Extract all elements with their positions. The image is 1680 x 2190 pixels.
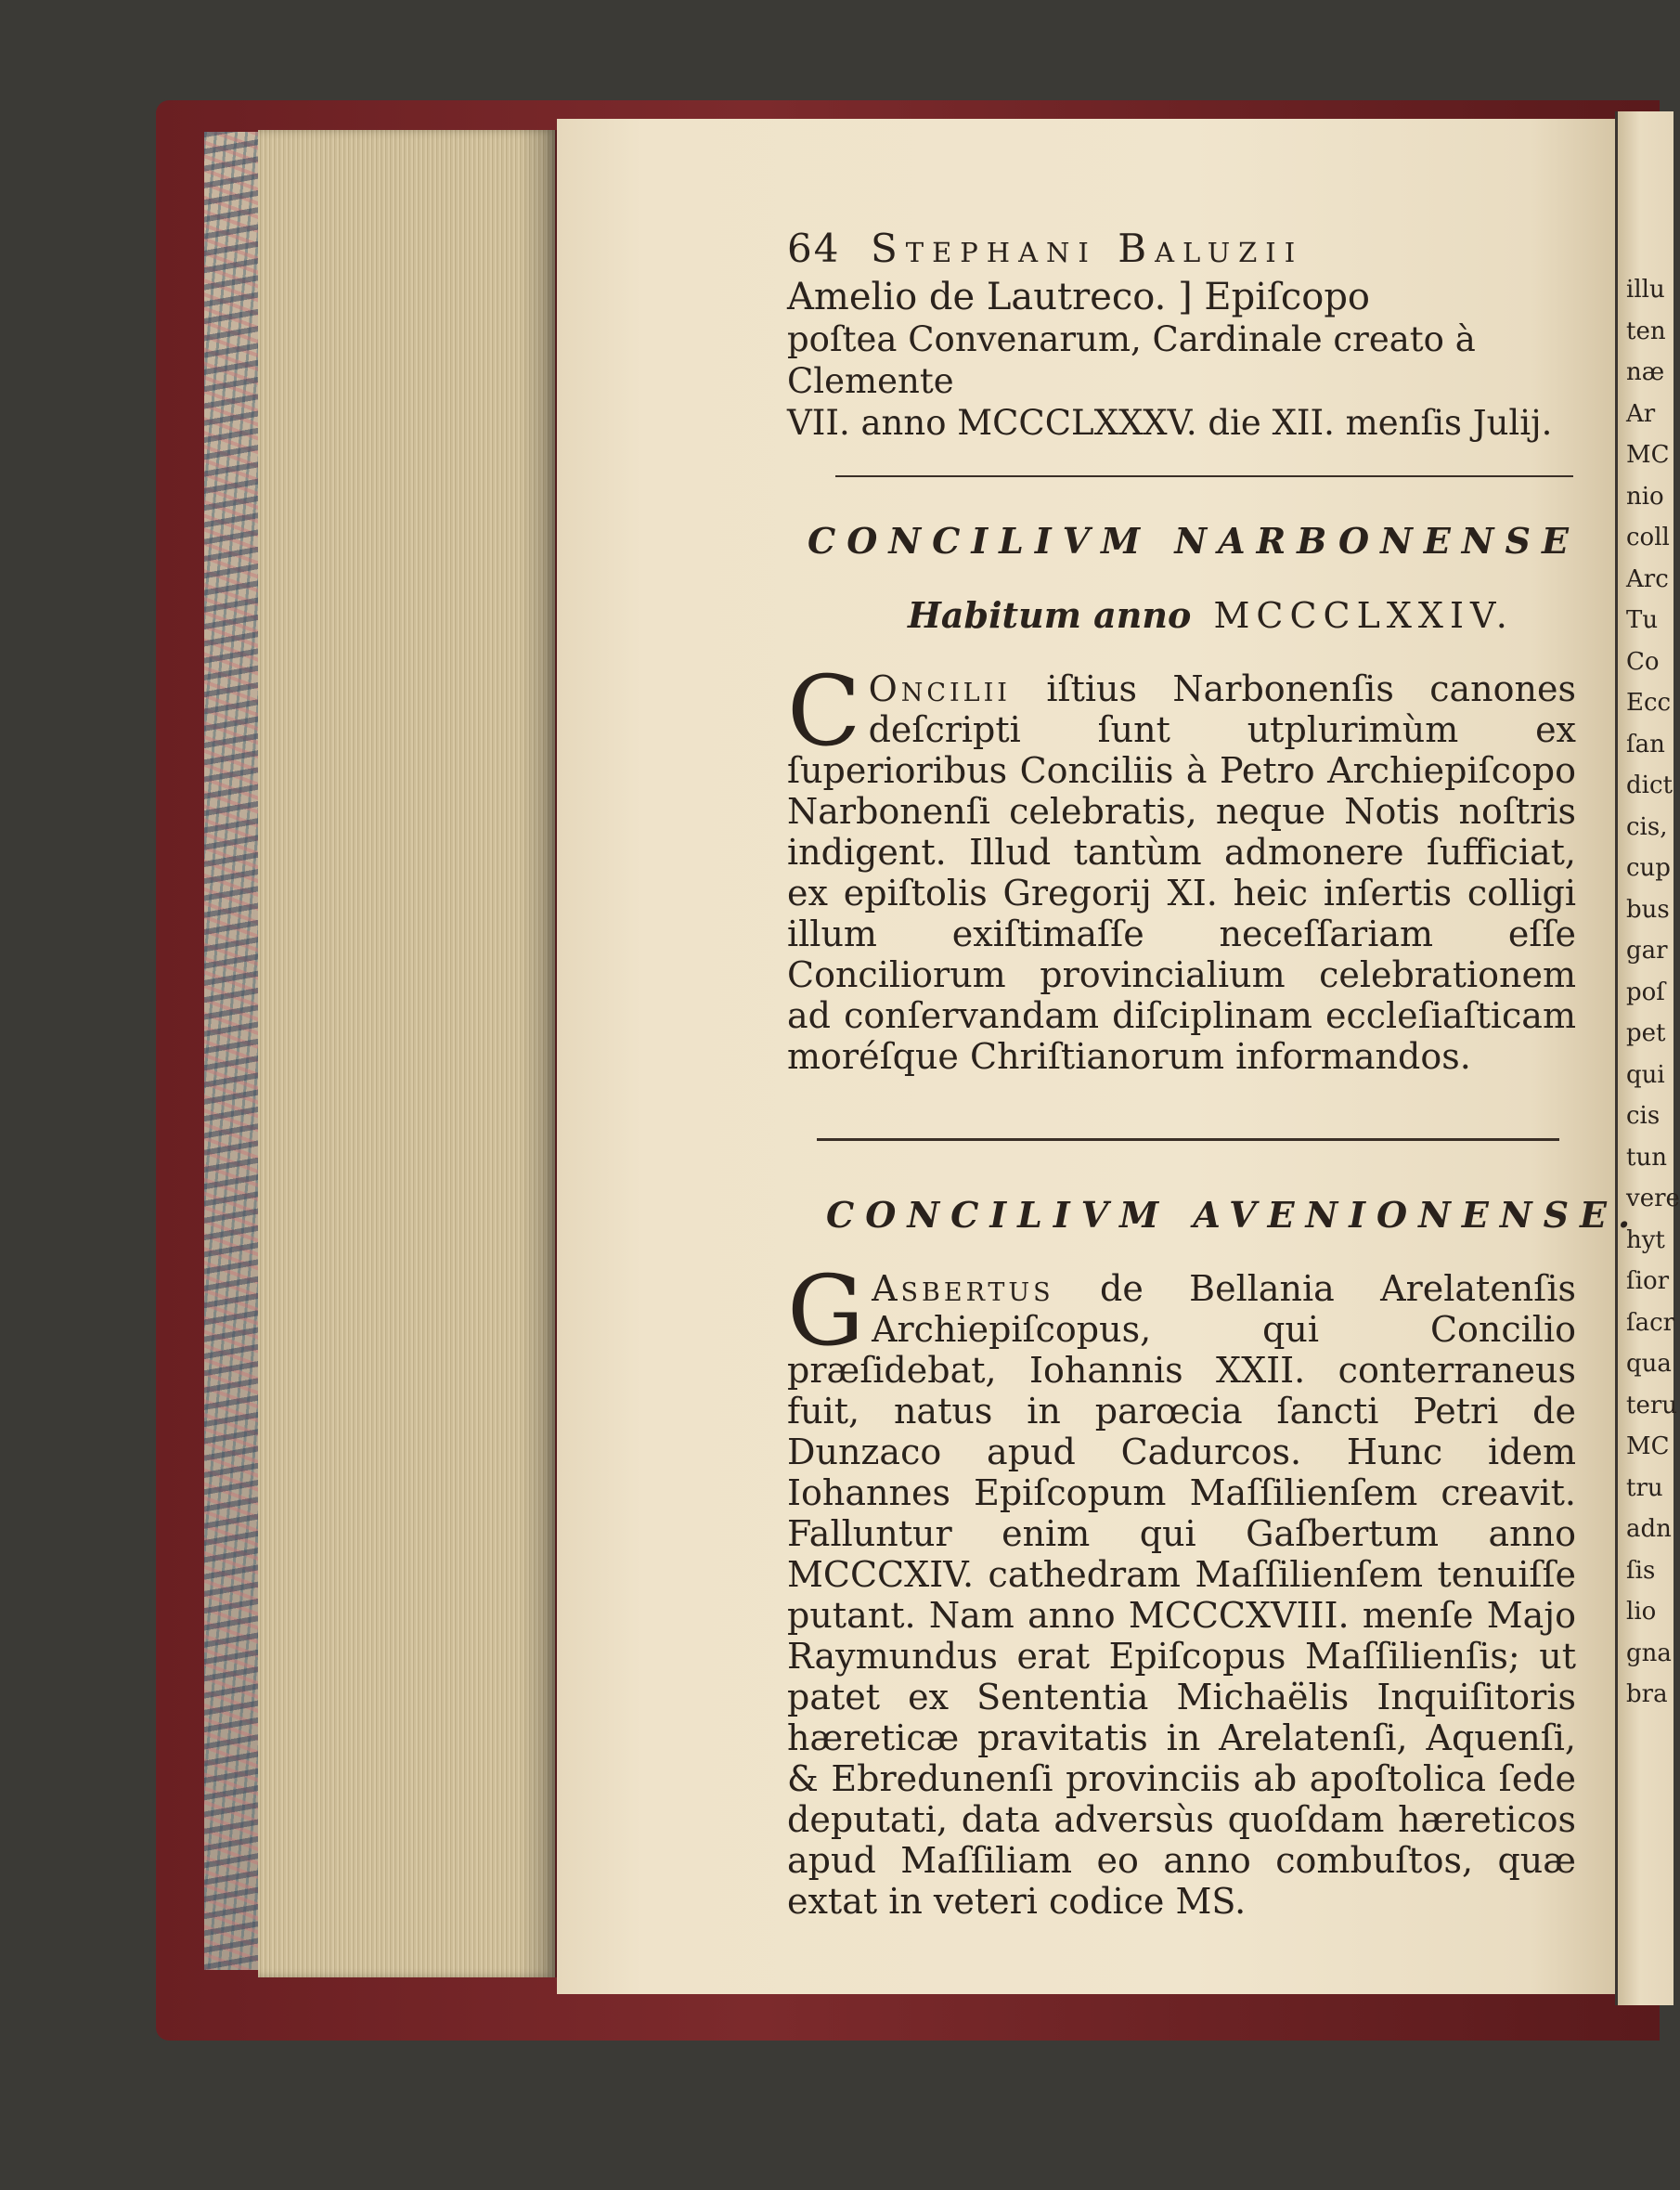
section1-text: iſtius Narbonenſis canones deſcripti ſunt utplurimùm ex ſuperioribus Conciliis à Petro Archiepiſcopo Narbonenſi celebratis, neque Notis noſtris indigent. Illud tantùm admonere ſufficiat, ex epiſtolis Gregorij XI. heic inſertis colligi illum exiſtimaſſe neceſſariam eſſe Conciliorum provincialium celebrationem ad conſervandam diſciplinam eccleſiaſticam moréſque Chriſtianorum informandos. [787, 668, 1576, 1077]
facing-fragment: lio [1626, 1598, 1657, 1626]
facing-fragment: adn [1626, 1515, 1672, 1543]
facing-fragment: MC [1626, 1432, 1670, 1460]
facing-fragment: gna [1626, 1639, 1672, 1667]
page-number: 64 [787, 226, 841, 271]
facing-fragment: vere [1626, 1185, 1680, 1212]
facing-fragment: ſior [1626, 1267, 1670, 1295]
page-block-edge [258, 130, 555, 1977]
section2-first-word: Asbertus [872, 1268, 1054, 1309]
intro-lines [787, 277, 1576, 444]
facing-fragment: tun [1626, 1143, 1667, 1172]
facing-fragment: ſacr [1626, 1308, 1675, 1337]
section2-paragraph [787, 1254, 1576, 1922]
facing-fragment: qua [1626, 1350, 1672, 1378]
facing-fragment: illu [1626, 276, 1665, 304]
facing-fragment: coll [1626, 524, 1670, 551]
dropcap-g: G [787, 1254, 865, 1367]
divider-2 [817, 1138, 1559, 1141]
divider-1 [835, 475, 1573, 477]
facing-fragment: cis [1626, 1102, 1661, 1130]
section1-first-word: Oncilii [868, 668, 1011, 709]
facing-fragment: Ar [1626, 399, 1656, 428]
section1-body [787, 654, 1576, 1077]
facing-fragment: bus [1626, 895, 1670, 924]
facing-fragment: teru [1626, 1391, 1678, 1419]
facing-fragment: nio [1626, 482, 1664, 511]
facing-fragment: hyt [1626, 1225, 1665, 1254]
subtitle-text: Habitum anno [908, 594, 1192, 636]
running-head [787, 223, 1576, 275]
facing-fragment: cis, [1626, 812, 1668, 841]
section-title-avenionense: CONCILIVM AVENIONENSE. [826, 1194, 1642, 1236]
facing-fragment: Ecc [1626, 689, 1672, 717]
facing-page-fragments [1626, 269, 1680, 1716]
intro-line-3: VII. anno MCCCLXXXV. die XII. menſis Julij. [787, 403, 1553, 443]
facing-fragment: ten [1626, 317, 1666, 345]
section2-body [787, 1254, 1576, 1922]
section2-text: de Bellania Arelatenſis Archiepiſcopus, qui Concilio præſidebat, Iohannis XXII. conterraneus fuit, natus in parœcia ſancti Petri de Dunzaco apud Cadurcos. Hunc idem Iohannes Epiſcopum Maſſilienſem creavit. Falluntur enim qui Gaſbertum anno MCCCXIV. cathedram Maſſilienſem tenuiſſe putant. Nam anno MCCCXVIII. menſe Majo Raymundus erat Epiſcopus Maſſilienſis; ut patet ex Sententia Michaëlis Inquiſitoris hæreticæ pravitatis in Arelatenſi, Aquenſi, & Ebredunenſi provinciis ab apoſtolica ſede deputati, data adversùs quoſdam hæreticos apud Maſſiliam eo anno combuſtos, quæ extat in veteri codice MS. [787, 1268, 1576, 1922]
facing-fragment: tru [1626, 1473, 1663, 1502]
dropcap-c: C [787, 654, 861, 768]
facing-fragment: Tu [1626, 606, 1659, 634]
facing-fragment: bra [1626, 1680, 1668, 1708]
facing-fragment: Arc [1626, 564, 1669, 593]
facing-fragment: dict [1626, 771, 1673, 799]
marbled-edge [204, 132, 258, 1970]
page-header-block [787, 223, 1576, 444]
intro-line-1: Amelio de Lautreco. ] Epiſcopo [787, 276, 1371, 318]
facing-fragment: qui [1626, 1060, 1665, 1089]
facing-fragment: pet [1626, 1019, 1666, 1047]
facing-fragment: næ [1626, 358, 1665, 386]
facing-fragment: ſan [1626, 730, 1665, 758]
section-title-narbonense: CONCILIVM NARBONENSE [808, 520, 1580, 562]
facing-fragment: gar [1626, 937, 1668, 965]
section1-paragraph [787, 654, 1576, 1077]
facing-fragment: poſ [1626, 978, 1665, 1006]
facing-fragment: ſis [1626, 1556, 1656, 1585]
subtitle-year: MCCCLXXIV. [1213, 595, 1514, 636]
facing-fragment: cup [1626, 854, 1671, 882]
running-title: Stephani Baluzii [871, 226, 1304, 271]
intro-line-2: poſtea Convenarum, Cardinale creato à Clemente [787, 319, 1476, 401]
facing-fragment: MC [1626, 441, 1670, 469]
section-subtitle [908, 594, 1514, 636]
facing-fragment: Co [1626, 647, 1660, 676]
